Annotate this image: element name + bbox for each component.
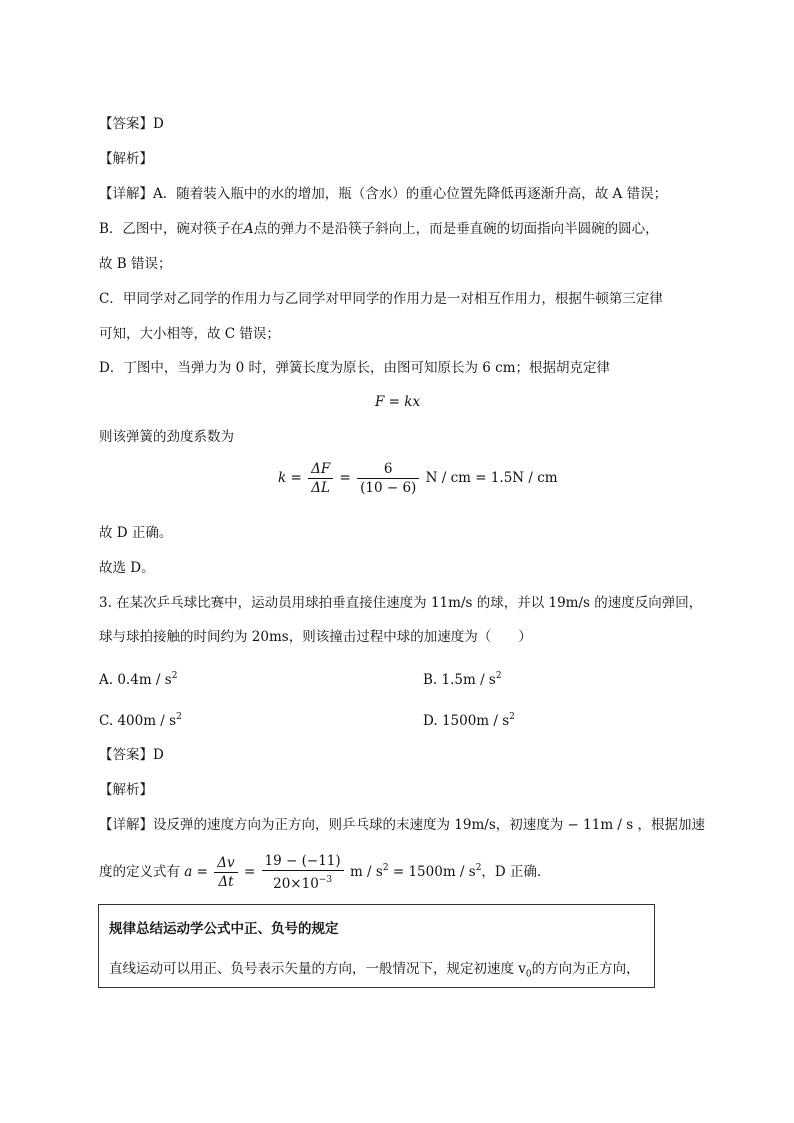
fraction-denominator [262, 871, 344, 893]
option-a[interactable] [99, 667, 177, 689]
text-segment: 点的弹力不是沿筷子斜向上，而是垂直碗的切面指向半圆碗的圆心， [253, 221, 659, 237]
option-value: 1.5m / s [441, 672, 496, 688]
question-3-stem-line1: 3. 在某次乒乓球比赛中，运动员用球拍垂直接住速度为 11m/s 的球，并以 19m/s 的速度反向弹回， [99, 595, 703, 611]
fraction-denominator: Δt [218, 874, 234, 890]
option-exponent: 2 [495, 671, 502, 681]
formula-lhs: a = [184, 864, 208, 880]
formula-lhs: k = [278, 470, 302, 486]
option-b[interactable] [423, 667, 502, 689]
fraction-values [262, 852, 344, 893]
hooke-law-formula: F = kx [375, 394, 421, 410]
detail-option-b-line1 [99, 220, 659, 238]
rule-summary-body [109, 957, 640, 980]
question-3-stem-line2: 球与球拍接触的时间约为 20ms，则该撞击过程中球的加速度为（ ） [99, 629, 532, 645]
detail-option-c-line1: C．甲同学对乙同学的作用力与乙同学对甲同学的作用力是一对相互作用力，根据牛顿第三定律 [99, 291, 663, 307]
detail-option-b-line2: 故 B 错误； [99, 256, 172, 272]
detail-option-c-line2: 可知，大小相等，故 C 错误； [99, 326, 280, 342]
point-variable: A [243, 221, 254, 237]
denominator-base: 20×10 [273, 876, 319, 892]
denominator-exponent: −3 [318, 875, 333, 885]
fraction-denominator: (10 − 6) [360, 480, 417, 496]
option-letter: D. [423, 713, 438, 729]
detail-option-d-line3: 则该弹簧的劲度系数为 [99, 429, 234, 445]
spring-constant-formula [278, 460, 558, 497]
choose-answer-q2: 故选 D。 [99, 560, 155, 576]
text-segment: 度的定义式有 [99, 864, 180, 880]
fraction-delta [214, 854, 237, 891]
text-segment: ，D 正确． [481, 864, 551, 880]
fraction-numerator: ΔF [308, 460, 333, 479]
unit: m / s [349, 864, 383, 880]
rule-summary-box [98, 904, 655, 988]
option-value: 400m / s [117, 713, 177, 729]
option-exponent: 2 [509, 712, 515, 722]
option-letter: C. [99, 713, 114, 729]
fraction-numerator: Δv [214, 854, 237, 873]
option-exponent: 2 [171, 671, 178, 681]
text-segment: 直线运动可以用正、负号表示矢量的方向，一般情况下，规定初速度 v [109, 961, 526, 977]
fraction-values [357, 460, 419, 497]
answer-label-q2: 【答案】D [99, 116, 164, 132]
formula-tail: N / cm = 1.5N / cm [425, 470, 558, 486]
text-segment: 的方向为正方向， [531, 961, 640, 977]
option-exponent: 2 [176, 712, 182, 722]
detail-q3-line1: 【详解】设反弹的速度方向为正方向，则乒乓球的末速度为 19m/s，初速度为 − 11m / s ，根据加速 [99, 817, 705, 833]
fraction-numerator: 19 − (−11) [262, 852, 344, 871]
result: = 1500m / s [392, 864, 476, 880]
detail-q3-line2 [99, 852, 551, 893]
detail-option-d-line1: D．丁图中，当弹力为 0 时，弹簧长度为原长，由图可知原长为 6 cm；根据胡克定律 [99, 360, 611, 376]
option-c[interactable] [99, 708, 182, 730]
detail-option-d-correct: 故 D 正确。 [99, 525, 173, 541]
equals-sign: = [243, 864, 256, 880]
rule-summary-title: 规律总结运动学公式中正、负号的规定 [109, 921, 339, 937]
option-letter: B. [423, 672, 438, 688]
option-value: 0.4m / s [117, 672, 172, 688]
option-d[interactable] [423, 708, 515, 730]
subscript: 0 [525, 969, 532, 980]
option-letter: A. [99, 672, 114, 688]
fraction-delta [308, 460, 333, 497]
text-segment: B．乙图中，碗对筷子在 [99, 221, 244, 237]
unit-exponent: 2 [475, 863, 482, 873]
answer-label-q3: 【答案】D [99, 747, 164, 763]
analysis-label-q3: 【解析】 [99, 782, 153, 798]
fraction-denominator: ΔL [311, 480, 331, 496]
equals-sign: = [339, 470, 351, 486]
detail-option-a: 【详解】A．随着装入瓶中的水的增加，瓶（含水）的重心位置先降低再逐渐升高，故 A 错误； [99, 186, 668, 202]
option-value: 1500m / s [441, 713, 510, 729]
analysis-label-q2: 【解析】 [99, 151, 153, 167]
fraction-numerator: 6 [357, 460, 419, 479]
unit-exponent: 2 [382, 863, 389, 873]
